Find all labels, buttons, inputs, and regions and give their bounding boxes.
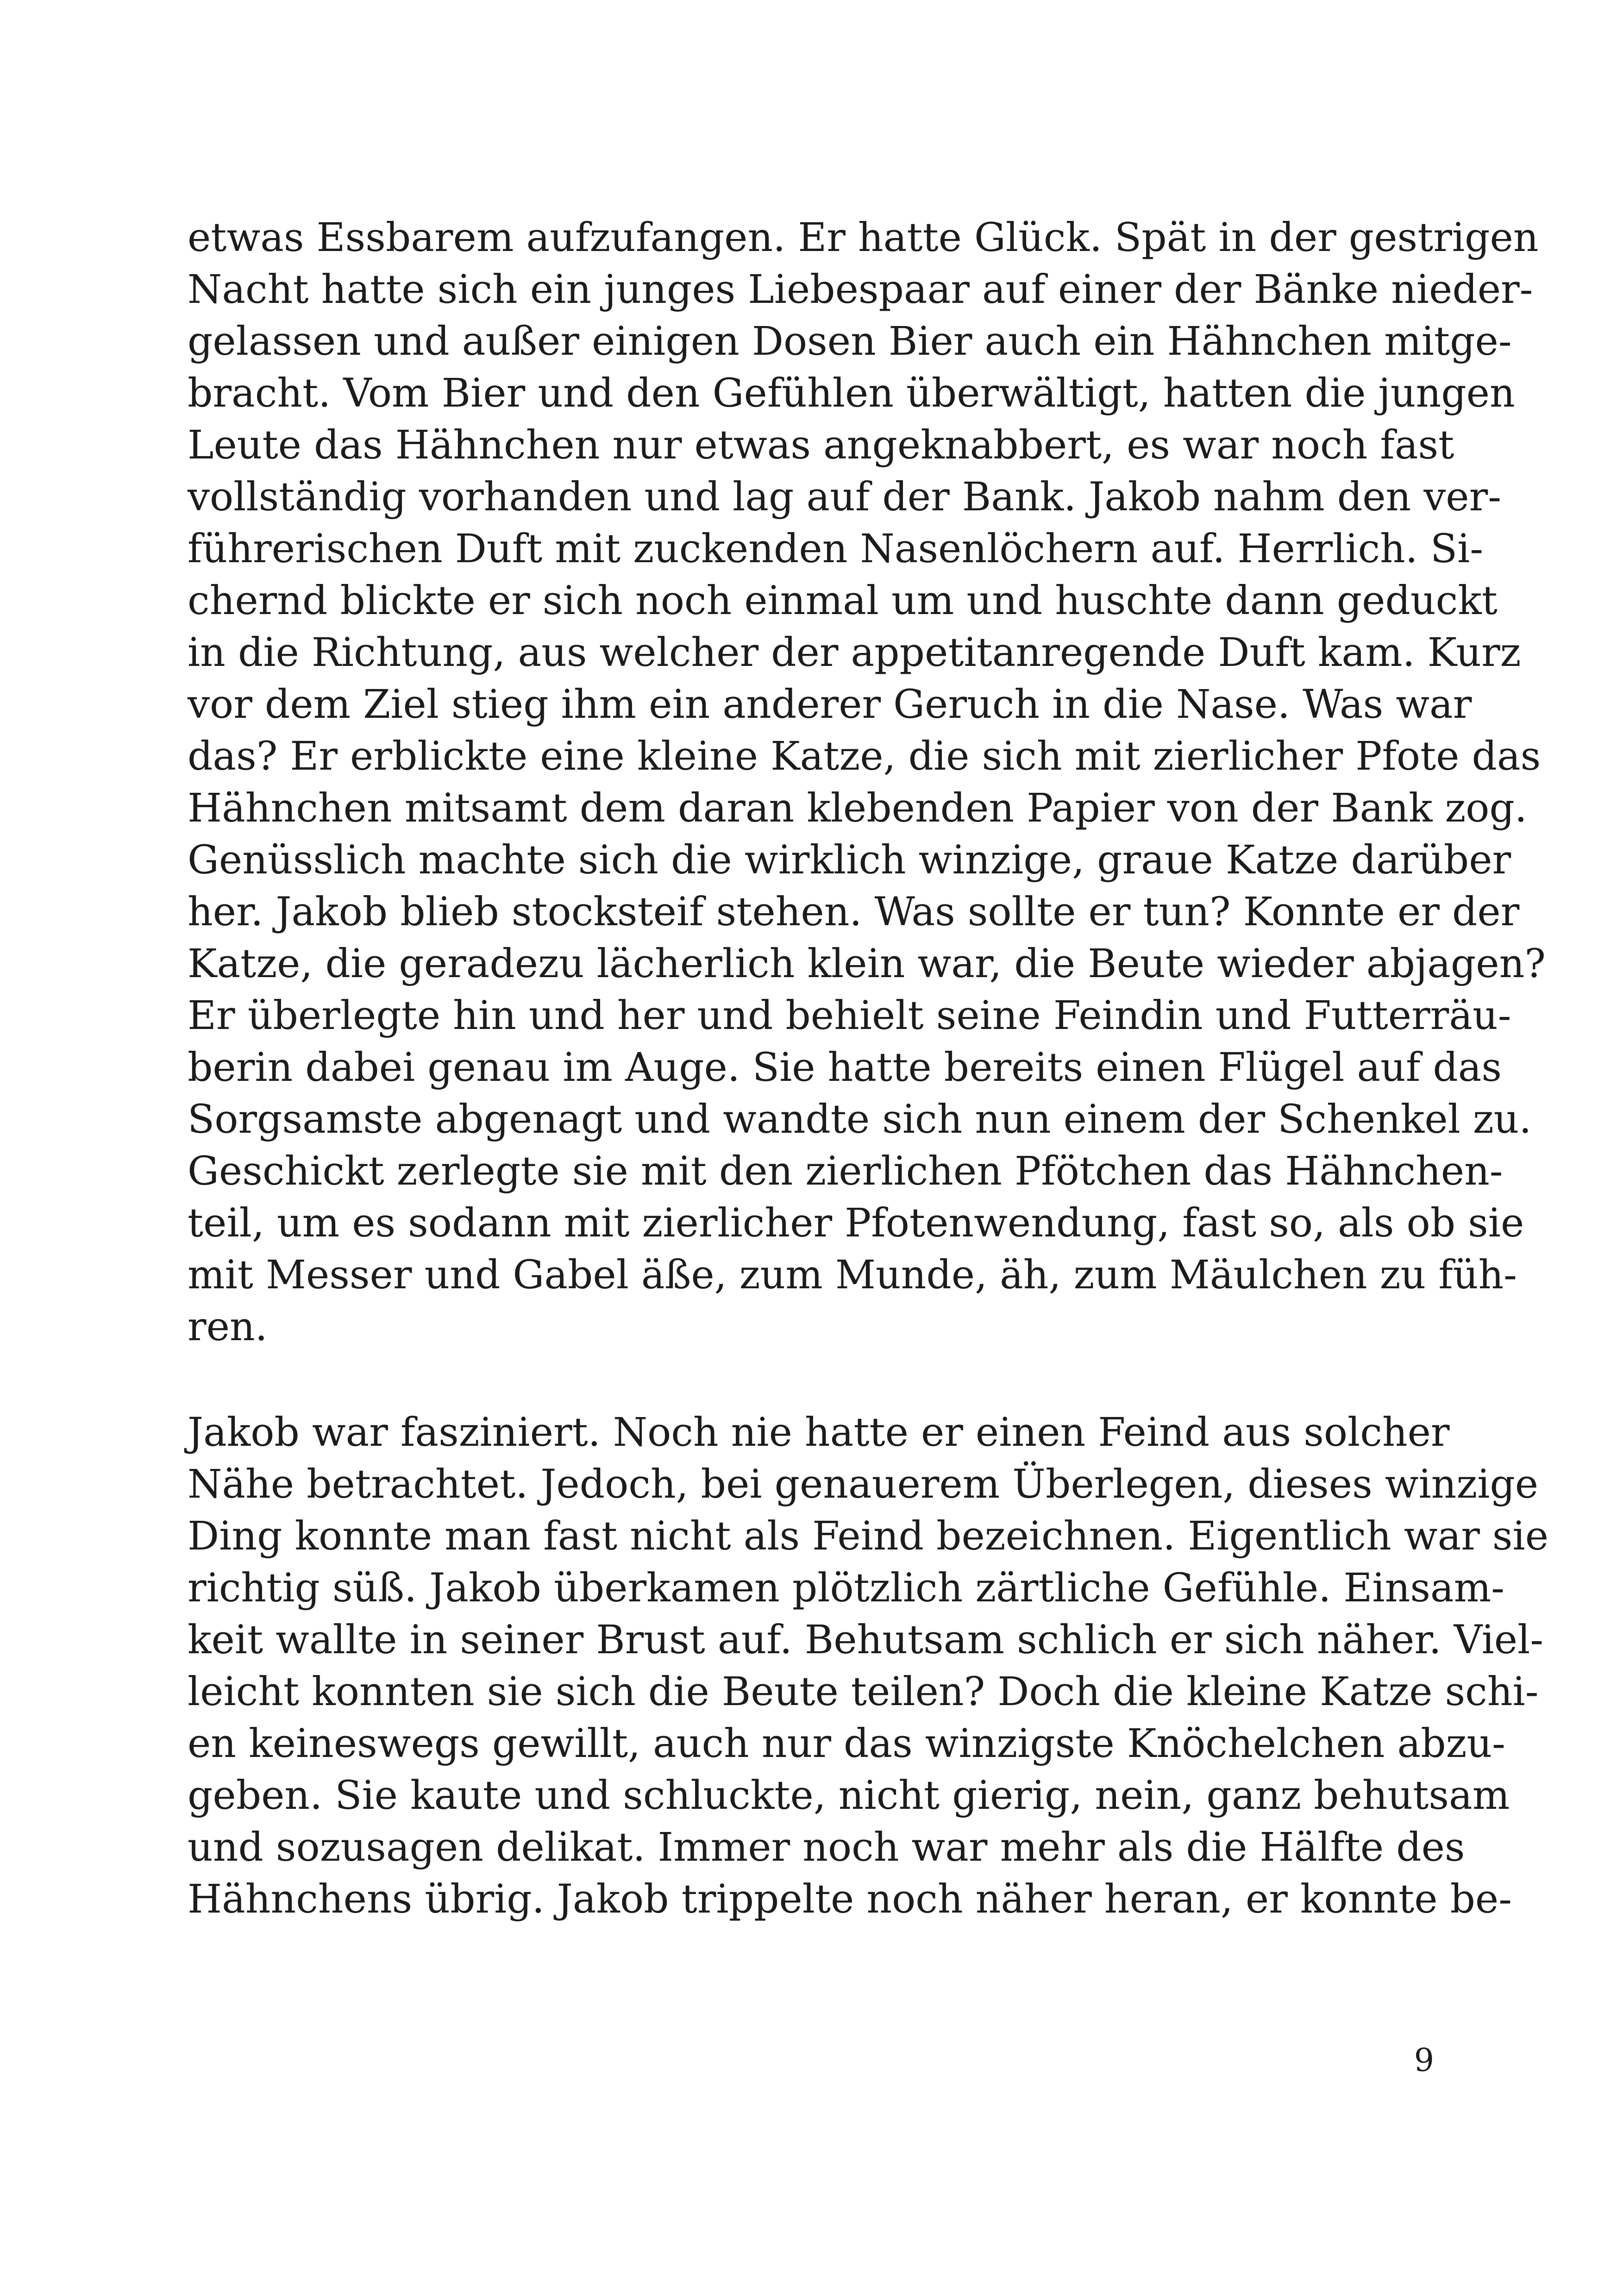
text-line: leicht konnten sie sich die Beute teilen? Doch die kleine Katze schi- bbox=[188, 1669, 1539, 1715]
text-line: keit wallte in seiner Brust auf. Behutsam schlich er sich näher. Viel- bbox=[188, 1617, 1543, 1663]
text-line: das? Er erblickte eine kleine Katze, die sich mit zierlicher Pfote das bbox=[188, 734, 1541, 779]
text-line: geben. Sie kaute und schluckte, nicht gierig, nein, ganz behutsam bbox=[188, 1773, 1510, 1819]
text-line: Ding konnte man fast nicht als Feind bezeichnen. Eigentlich war sie bbox=[188, 1513, 1549, 1559]
text-line: Geschickt zerlegte sie mit den zierlichen Pfötchen das Hähnchen- bbox=[188, 1148, 1503, 1194]
paragraph-1 bbox=[188, 212, 1546, 1353]
text-line: berin dabei genau im Auge. Sie hatte bereits einen Flügel auf das bbox=[188, 1045, 1502, 1091]
text-line: richtig süß. Jakob überkamen plötzlich zärtliche Gefühle. Einsam- bbox=[188, 1565, 1504, 1611]
text-line: ren. bbox=[188, 1304, 268, 1350]
text-line: Genüsslich machte sich die wirklich winzige, graue Katze darüber bbox=[188, 837, 1511, 883]
text-line: Katze, die geradezu lächerlich klein war, die Beute wieder abjagen? bbox=[188, 941, 1546, 987]
paragraph-2 bbox=[188, 1407, 1549, 1926]
text-line: vor dem Ziel stieg ihm ein anderer Geruch in die Nase. Was war bbox=[188, 682, 1472, 728]
text-line: en keineswegs gewillt, auch nur das winzigste Knöchelchen abzu- bbox=[188, 1721, 1505, 1767]
page-number: 9 bbox=[1414, 2042, 1434, 2079]
text-line: chernd blickte er sich noch einmal um und huschte dann geduckt bbox=[188, 578, 1498, 624]
text-line: Leute das Hähnchen nur etwas angeknabbert, es war noch fast bbox=[188, 422, 1454, 468]
text-line: Er überlegte hin und her und behielt seine Feindin und Futterräu- bbox=[188, 993, 1511, 1039]
text-line: in die Richtung, aus welcher der appetitanregende Duft kam. Kurz bbox=[188, 630, 1521, 676]
text-line: Sorgsamste abgenagt und wandte sich nun einem der Schenkel zu. bbox=[188, 1097, 1532, 1142]
text-line: vollständig vorhanden und lag auf der Bank. Jakob nahm den ver- bbox=[188, 474, 1501, 520]
text-line: her. Jakob blieb stocksteif stehen. Was sollte er tun? Konnte er der bbox=[188, 889, 1520, 935]
text-line: Jakob war fasziniert. Noch nie hatte er einen Feind aus solcher bbox=[188, 1410, 1450, 1455]
text-line: gelassen und außer einigen Dosen Bier auch ein Hähnchen mitge- bbox=[188, 319, 1512, 364]
text-line: Nacht hatte sich ein junges Liebespaar auf einer der Bänke nieder- bbox=[188, 267, 1533, 313]
text-line: etwas Essbarem aufzufangen. Er hatte Glück. Spät in der gestrigen bbox=[188, 215, 1539, 261]
text-line: mit Messer und Gabel äße, zum Munde, äh, zum Mäulchen zu füh- bbox=[188, 1252, 1517, 1298]
text-line: führerischen Duft mit zuckenden Nasenlöchern auf. Herrlich. Si- bbox=[188, 526, 1483, 572]
text-line: bracht. Vom Bier und den Gefühlen überwältigt, hatten die jungen bbox=[188, 370, 1515, 416]
text-line: teil, um es sodann mit zierlicher Pfotenwendung, fast so, als ob sie bbox=[188, 1200, 1524, 1246]
text-line: Hähnchen mitsamt dem daran klebenden Papier von der Bank zog. bbox=[188, 785, 1527, 831]
text-line: Hähnchens übrig. Jakob trippelte noch näher heran, er konnte be- bbox=[188, 1876, 1512, 1922]
text-line: Nähe betrachtet. Jedoch, bei genauerem Überlegen, dieses winzige bbox=[188, 1462, 1539, 1507]
text-line: und sozusagen delikat. Immer noch war mehr als die Hälfte des bbox=[188, 1825, 1465, 1870]
